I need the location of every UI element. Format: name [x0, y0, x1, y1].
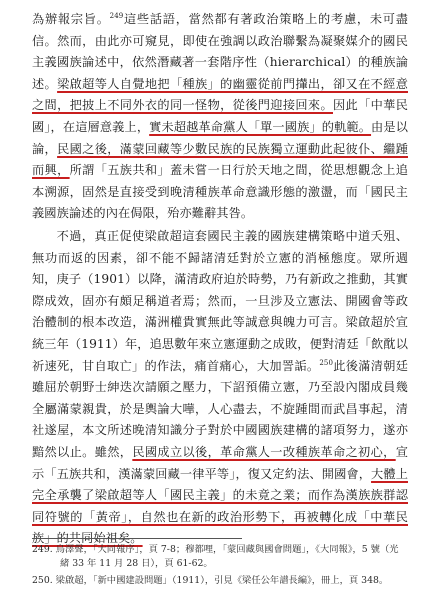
text-run: 這些話語，當然都有著政治策略上的考慮，未可盡信。然而，由此亦可窺見，即使在強調以政治聯繫為凝聚媒介的國民主義國族論述中，依然潛藏著一套階序性（hierarchical）的種族論述。 — [32, 12, 408, 91]
footnote-divider — [32, 538, 242, 539]
footnote-ref-249: 249 — [109, 11, 124, 20]
text-run: 所謂「五族共和」蓋未嘗一日行於天地之間，從思想觀念上追本溯源，固然是直接受到晚清種族革命意識形態的激盪，而「國民主義國族論述的內在侷限，殆亦難辭其咎。 — [32, 163, 408, 221]
footnote-ref-250: 250 — [319, 358, 334, 367]
footnote-number: 249. — [32, 544, 53, 555]
footnote-250 — [32, 574, 416, 588]
footnote-text-continued: 緒 33 年 11 月 28 日），頁 61-62。 — [60, 558, 213, 569]
underlined-passage: 民國之後，滿蒙回藏等少數民族的民族獨立運動此起彼仆、繼踵而興， — [32, 141, 408, 178]
text-run: 因此「中華民國」，在這層意義上， — [32, 98, 408, 134]
text-run: 為辦報宗旨。 — [32, 12, 110, 26]
underlined-passage: 民國成立以後，革命黨人一改種族革命之初心， — [132, 444, 396, 459]
paragraph-2 — [32, 226, 408, 550]
underlined-passage: 梁啟超等人自覺地把「種族」的幽靈從前門攆出，卻又在不經意之間，把披上不同外衣的同一怪物，從後門迎接回來。 — [32, 76, 408, 113]
footnote-number: 250. — [32, 575, 53, 586]
footnote-249 — [32, 543, 416, 571]
text-run: 不過，真正促使梁啟超這套國民主義的國族建構策略中道夭殂、無功而返的因素，卻不能不歸諸清廷對於立憲的消極態度。眾所週知，庚子（1901）以降，滿清政府迫於時勢，乃有新政之推動，其實際成效，固亦有頗足稱道者焉；然而，一旦涉及立憲法、開國會等政治體制的根本改造，滿洲權貴實無此等誠意與魄力可言。梁啟超於宣統三年（1911）年，追思數年來立憲運動之成敗，便對清廷「飲酖以祈速死，甘自取亡」的作法，痛首痛心，大加詈詬。 — [32, 229, 408, 373]
text-run: 宣示「五族共和，漢滿蒙回藏一律平等」，復又定約法、開國會， — [32, 444, 408, 481]
footnote-text: 梁啟超，「新中國建設問題」（1911），引見《梁任公年譜長編》，冊上，頁 348。 — [55, 575, 389, 586]
underlined-passage: 大體上完全承襲了梁啟超等人「國民主義」的未竟之業；而作為漢族族群認同符號的「黃帝」，自然也在新的政治形勢下，再被轉化成「中華民族」的共同始祖矣。 — [32, 466, 408, 546]
footnote-text: 烏澤聲，「大同報序」，頁 7-8；穆都哩，「蒙回藏與國會問題」，《大同報》，5 號（光 — [55, 544, 399, 555]
paragraph-1 — [32, 9, 408, 225]
text-run: 此後滿清朝廷雖屈於朝野士紳迭次請願之壓力，下詔預備立憲，乃至設內閣成員幾全屬滿蒙親貴，於是輿論大嘩，人心盡去，不旋踵間而武昌事起，清社遂屋，本文所述晚清知識分子對於中國國族建構的諸項努力，遂亦黯然以止。雖然， — [32, 358, 408, 459]
text-run: 由是以論， — [32, 119, 408, 156]
underlined-passage: 實未超越革命黨人「單一國族」的軌範。 — [149, 119, 372, 134]
